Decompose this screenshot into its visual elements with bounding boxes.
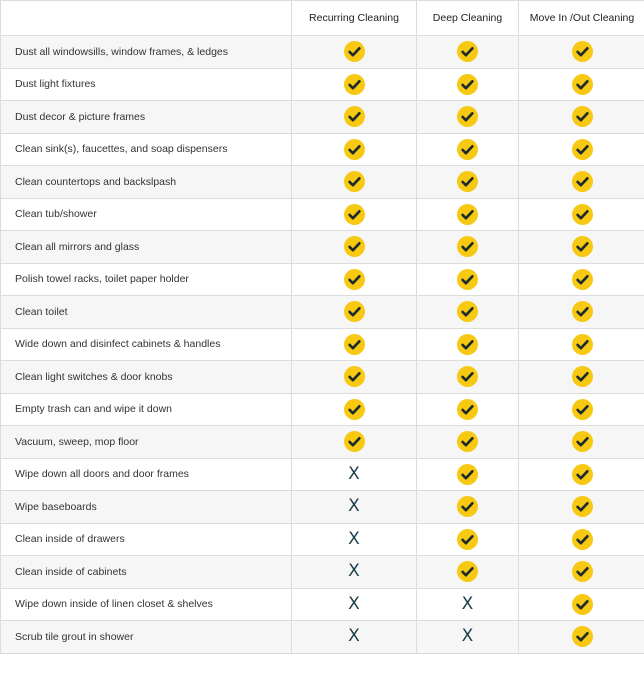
check-circle-icon [457,334,478,355]
check-circle-icon [344,41,365,62]
deep-cleaning-cell [417,393,519,426]
recurring-cleaning-cell [292,166,417,199]
task-label: Dust all windowsills, window frames, & ledges [1,36,292,69]
recurring-cleaning-cell [292,231,417,264]
check-circle-icon [457,399,478,420]
move-in-out-cleaning-cell [519,296,644,329]
table-row [1,588,644,621]
check-circle-icon [344,204,365,225]
table-row [1,198,644,231]
move-in-out-cleaning-cell [519,491,644,524]
task-label: Clean inside of drawers [1,523,292,556]
check-circle-icon [457,139,478,160]
check-circle-icon [457,204,478,225]
check-circle-icon [457,496,478,517]
check-circle-icon [572,496,593,517]
deep-cleaning-cell [417,426,519,459]
check-circle-icon [572,464,593,485]
check-circle-icon [572,171,593,192]
deep-cleaning-cell [417,101,519,134]
deep-cleaning-cell [417,621,519,654]
move-in-out-cleaning-cell [519,263,644,296]
deep-cleaning-cell [417,361,519,394]
check-circle-icon [572,106,593,127]
check-circle-icon [457,529,478,550]
deep-cleaning-cell [417,328,519,361]
check-circle-icon [572,431,593,452]
check-circle-icon [572,41,593,62]
check-circle-icon [457,561,478,582]
header-task [1,1,292,36]
check-circle-icon [344,236,365,257]
task-label: Wide down and disinfect cabinets & handles [1,328,292,361]
check-circle-icon [457,171,478,192]
check-circle-icon [344,301,365,322]
deep-cleaning-cell [417,523,519,556]
check-circle-icon [457,269,478,290]
x-mark-icon: X [348,626,360,647]
task-label: Dust decor & picture frames [1,101,292,134]
check-circle-icon [572,269,593,290]
table-row [1,133,644,166]
task-label: Clean sink(s), faucettes, and soap dispensers [1,133,292,166]
table-row [1,166,644,199]
check-circle-icon [572,301,593,322]
deep-cleaning-cell [417,68,519,101]
check-circle-icon [572,236,593,257]
table-row [1,523,644,556]
move-in-out-cleaning-cell [519,68,644,101]
task-label: Vacuum, sweep, mop floor [1,426,292,459]
deep-cleaning-cell [417,198,519,231]
table-row [1,36,644,69]
x-mark-icon: X [348,528,360,549]
check-circle-icon [344,139,365,160]
x-mark-icon: X [348,593,360,614]
deep-cleaning-cell [417,588,519,621]
deep-cleaning-cell [417,296,519,329]
move-in-out-cleaning-cell [519,36,644,69]
move-in-out-cleaning-cell [519,426,644,459]
table-row [1,231,644,264]
move-in-out-cleaning-cell [519,231,644,264]
check-circle-icon [572,561,593,582]
deep-cleaning-cell [417,133,519,166]
task-label: Clean inside of cabinets [1,556,292,589]
task-label: Clean light switches & door knobs [1,361,292,394]
check-circle-icon [344,74,365,95]
check-circle-icon [572,529,593,550]
move-in-out-cleaning-cell [519,101,644,134]
header-recurring-cleaning: Recurring Cleaning [292,1,417,36]
table-row [1,621,644,654]
move-in-out-cleaning-cell [519,166,644,199]
table-row [1,426,644,459]
table-row [1,328,644,361]
x-mark-icon: X [461,626,474,647]
deep-cleaning-cell [417,491,519,524]
recurring-cleaning-cell [292,361,417,394]
table-row [1,458,644,491]
recurring-cleaning-cell [292,556,417,589]
check-circle-icon [457,236,478,257]
check-circle-icon [344,366,365,387]
move-in-out-cleaning-cell [519,328,644,361]
move-in-out-cleaning-cell [519,133,644,166]
check-circle-icon [457,106,478,127]
check-circle-icon [344,399,365,420]
table-body [1,36,644,654]
recurring-cleaning-cell [292,328,417,361]
table-row [1,491,644,524]
task-label: Wipe down inside of linen closet & shelves [1,588,292,621]
check-circle-icon [344,431,365,452]
move-in-out-cleaning-cell [519,588,644,621]
task-label: Wipe down all doors and door frames [1,458,292,491]
check-circle-icon [572,626,593,647]
check-circle-icon [457,366,478,387]
task-label: Wipe baseboards [1,491,292,524]
check-circle-icon [572,366,593,387]
check-circle-icon [572,399,593,420]
deep-cleaning-cell [417,263,519,296]
table-row [1,263,644,296]
move-in-out-cleaning-cell [519,361,644,394]
move-in-out-cleaning-cell [519,458,644,491]
deep-cleaning-cell [417,556,519,589]
recurring-cleaning-cell [292,426,417,459]
deep-cleaning-cell [417,231,519,264]
check-circle-icon [457,301,478,322]
recurring-cleaning-cell [292,621,417,654]
recurring-cleaning-cell [292,296,417,329]
header-move-in-out-cleaning: Move In /Out Cleaning [519,1,644,36]
table-row [1,393,644,426]
deep-cleaning-cell [417,36,519,69]
task-label: Clean all mirrors and glass [1,231,292,264]
move-in-out-cleaning-cell [519,621,644,654]
table-row [1,101,644,134]
check-circle-icon [344,269,365,290]
x-mark-icon: X [348,496,360,517]
check-circle-icon [572,139,593,160]
x-mark-icon: X [348,561,360,582]
task-label: Clean tub/shower [1,198,292,231]
recurring-cleaning-cell [292,523,417,556]
move-in-out-cleaning-cell [519,523,644,556]
recurring-cleaning-cell [292,491,417,524]
task-label: Clean toilet [1,296,292,329]
header-deep-cleaning: Deep Cleaning [417,1,519,36]
recurring-cleaning-cell [292,36,417,69]
check-circle-icon [344,171,365,192]
check-circle-icon [344,106,365,127]
deep-cleaning-cell [417,166,519,199]
task-label: Scrub tile grout in shower [1,621,292,654]
check-circle-icon [457,41,478,62]
recurring-cleaning-cell [292,588,417,621]
x-mark-icon: X [348,463,360,484]
recurring-cleaning-cell [292,458,417,491]
recurring-cleaning-cell [292,133,417,166]
recurring-cleaning-cell [292,68,417,101]
table-row [1,361,644,394]
recurring-cleaning-cell [292,198,417,231]
move-in-out-cleaning-cell [519,393,644,426]
check-circle-icon [572,74,593,95]
table-row [1,68,644,101]
check-circle-icon [457,431,478,452]
task-label: Clean countertops and backslpash [1,166,292,199]
header-row [1,1,644,36]
table-row [1,556,644,589]
check-circle-icon [572,204,593,225]
check-circle-icon [344,334,365,355]
x-mark-icon: X [461,593,474,614]
check-circle-icon [457,464,478,485]
task-label: Polish towel racks, toilet paper holder [1,263,292,296]
task-label: Empty trash can and wipe it down [1,393,292,426]
check-circle-icon [572,594,593,615]
task-label: Dust light fixtures [1,68,292,101]
deep-cleaning-cell [417,458,519,491]
check-circle-icon [572,334,593,355]
check-circle-icon [457,74,478,95]
recurring-cleaning-cell [292,393,417,426]
table-row [1,296,644,329]
move-in-out-cleaning-cell [519,556,644,589]
move-in-out-cleaning-cell [519,198,644,231]
recurring-cleaning-cell [292,263,417,296]
recurring-cleaning-cell [292,101,417,134]
